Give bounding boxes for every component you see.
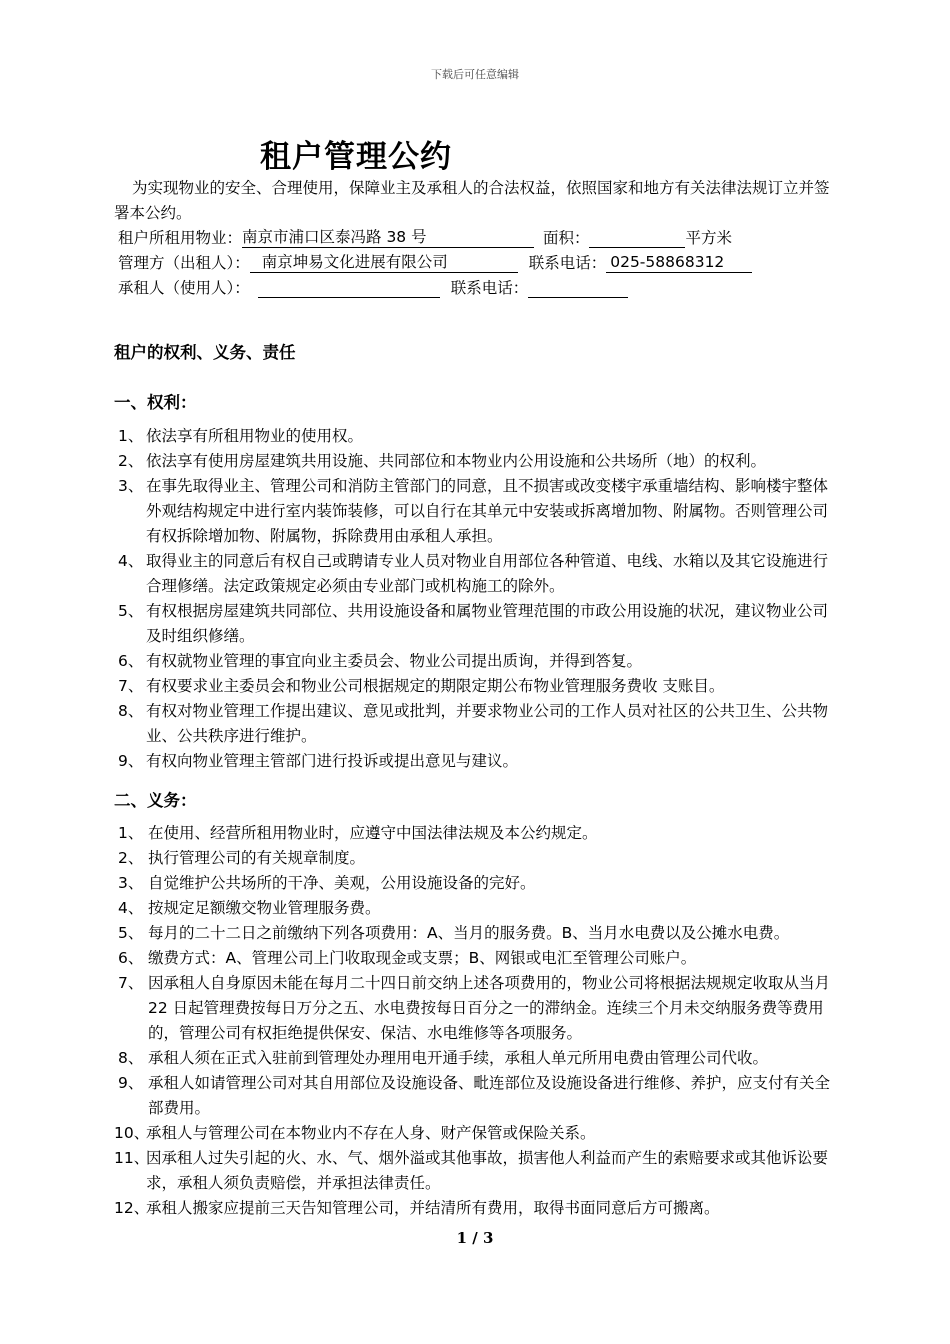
item-number: 3、 — [118, 477, 144, 495]
item-number: 6、 — [118, 949, 144, 967]
item-text: 每月的二十二日之前缴纳下列各项费用：A、当月的服务费。B、当月水电费以及公摊水电费。 — [148, 924, 790, 942]
item-text: 承租人须在正式入驻前到管理处办理用电开通手续，承租人单元所用电费由管理公司代收。 — [148, 1049, 769, 1067]
area-field[interactable] — [589, 247, 685, 248]
property-label: 租户所租用物业： — [118, 229, 243, 247]
list-item — [118, 896, 843, 921]
item-number: 1、 — [118, 824, 144, 842]
tenant-phone-label: 联系电话： — [450, 279, 529, 297]
list-item — [118, 1046, 843, 1071]
item-number: 6、 — [118, 652, 144, 670]
item-number: 11、 — [114, 1149, 150, 1167]
manager-phone-label: 联系电话： — [528, 254, 607, 272]
list-item — [118, 971, 843, 1046]
list-item — [118, 846, 843, 871]
item-text: 依法享有所租用物业的使用权。 — [146, 427, 364, 445]
tenant-label: 承租人（使用人）： — [118, 279, 250, 297]
item-number: 5、 — [118, 924, 144, 942]
section-title: 租户的权利、义务、责任 — [114, 343, 296, 362]
item-number: 2、 — [118, 452, 144, 470]
item-number: 3、 — [118, 874, 144, 892]
tenant-phone-field[interactable] — [528, 297, 628, 298]
area-label: 面积： — [542, 229, 590, 247]
list-item — [118, 946, 843, 971]
rights-list — [118, 424, 843, 774]
manager-label: 管理方（出租人）： — [118, 254, 250, 272]
header-note: 下载后可任意编辑 — [431, 68, 519, 81]
manager-value: 南京坤易文化进展有限公司 — [261, 253, 448, 271]
intro-paragraph: 为实现物业的安全、合理使用，保障业主及承租人的合法权益，依照国家和地方有关法律法规订立并签署本公约。 — [114, 179, 830, 222]
list-item — [114, 1121, 843, 1146]
list-item — [118, 449, 843, 474]
list-item — [118, 749, 843, 774]
item-number: 1、 — [118, 427, 144, 445]
item-text: 有权根据房屋建筑共同部位、共用设施设备和属物业管理范围的市政公用设施的状况，建议物业公司及时组织修缮。 — [146, 602, 829, 645]
list-item — [118, 474, 843, 549]
item-text: 取得业主的同意后有权自己或聘请专业人员对物业自用部位各种管道、电线、水箱以及其它设施进行合理修缮。法定政策规定必须由专业部门或机构施工的除外。 — [146, 552, 829, 595]
item-text: 有权就物业管理的事宜向业主委员会、物业公司提出质询，并得到答复。 — [146, 652, 643, 670]
manager-phone-field[interactable] — [606, 252, 752, 273]
list-item — [118, 699, 843, 749]
item-number: 9、 — [118, 1074, 144, 1092]
tenant-row — [118, 276, 628, 298]
document-title: 租户管理公约 — [260, 139, 452, 175]
property-value: 南京市浦口区泰冯路 38 号 — [242, 228, 427, 246]
item-text: 承租人搬家应提前三天告知管理公司，并结清所有费用，取得书面同意后方可搬离。 — [146, 1199, 720, 1217]
list-item — [118, 424, 843, 449]
list-item — [114, 1196, 843, 1221]
item-number: 4、 — [118, 899, 144, 917]
list-item — [118, 649, 843, 674]
area-unit: 平方米 — [685, 229, 732, 247]
list-item — [118, 871, 843, 896]
manager-phone-value: 025-58868312 — [610, 253, 725, 271]
property-field[interactable] — [242, 227, 534, 248]
item-number: 12、 — [114, 1199, 150, 1217]
item-text: 有权对物业管理工作提出建议、意见或批判，并要求物业公司的工作人员对社区的公共卫生、公共物业、公共秩序进行维护。 — [146, 702, 829, 745]
list-item — [118, 599, 843, 649]
item-text: 按规定足额缴交物业管理服务费。 — [148, 899, 381, 917]
manager-field[interactable] — [250, 252, 518, 273]
item-number: 4、 — [118, 552, 144, 570]
item-number: 8、 — [118, 702, 144, 720]
duties-list — [114, 821, 843, 1221]
list-item — [114, 1146, 843, 1196]
item-number: 7、 — [118, 677, 144, 695]
item-text: 依法享有使用房屋建筑共用设施、共同部位和本物业内公用设施和公共场所（地）的权利。 — [146, 452, 767, 470]
item-number: 7、 — [118, 974, 144, 992]
tenant-field[interactable] — [258, 297, 440, 298]
item-number: 5、 — [118, 602, 144, 620]
list-item — [118, 921, 843, 946]
item-text: 自觉维护公共场所的干净、美观，公用设施设备的完好。 — [148, 874, 536, 892]
property-row — [118, 226, 732, 248]
list-item — [118, 674, 843, 699]
item-text: 执行管理公司的有关规章制度。 — [148, 849, 366, 867]
item-text: 有权要求业主委员会和物业公司根据规定的期限定期公布物业管理服务费收 支账目。 — [146, 677, 725, 695]
list-item — [118, 549, 843, 599]
list-item — [118, 1071, 843, 1121]
item-number: 2、 — [118, 849, 144, 867]
item-number: 10、 — [114, 1124, 150, 1142]
item-text: 缴费方式：A、管理公司上门收取现金或支票；B、网银或电汇至管理公司账户。 — [148, 949, 697, 967]
list-item — [118, 821, 843, 846]
rights-heading: 一、权利： — [114, 393, 197, 412]
manager-row — [118, 251, 752, 273]
item-text: 因承租人过失引起的火、水、气、烟外溢或其他事故，损害他人利益而产生的索赔要求或其他诉讼要求，承租人须负责赔偿，并承担法律责任。 — [146, 1149, 829, 1192]
item-text: 有权向物业管理主管部门进行投诉或提出意见与建议。 — [146, 752, 519, 770]
item-text: 在使用、经营所租用物业时，应遵守中国法律法规及本公约规定。 — [148, 824, 598, 842]
item-text: 因承租人自身原因未能在每月二十四日前交纳上述各项费用的，物业公司将根据法规规定收取从当月 22 日起管理费按每日万分之五、水电费按每日百分之一的滞纳金。连续三个月未交纳服务费等费用的，管理公司有权拒绝提供保安、保洁、水电维修等各项服务。 — [148, 974, 831, 1042]
item-text: 承租人如请管理公司对其自用部位及设施设备、毗连部位及设施设备进行维修、养护，应支付有关全部费用。 — [148, 1074, 831, 1117]
item-text: 在事先取得业主、管理公司和消防主管部门的同意，且不损害或改变楼宇承重墙结构、影响楼宇整体外观结构规定中进行室内装饰装修，可以自行在其单元中安装或拆离增加物、附属物。否则管理公司有权拆除增加物、附属物，拆除费用由承租人承担。 — [146, 477, 829, 545]
page-number: 1 / 3 — [456, 1229, 494, 1247]
item-text: 承租人与管理公司在本物业内不存在人身、财产保管或保险关系。 — [146, 1124, 596, 1142]
duties-heading: 二、义务： — [114, 791, 197, 810]
item-number: 9、 — [118, 752, 144, 770]
item-number: 8、 — [118, 1049, 144, 1067]
